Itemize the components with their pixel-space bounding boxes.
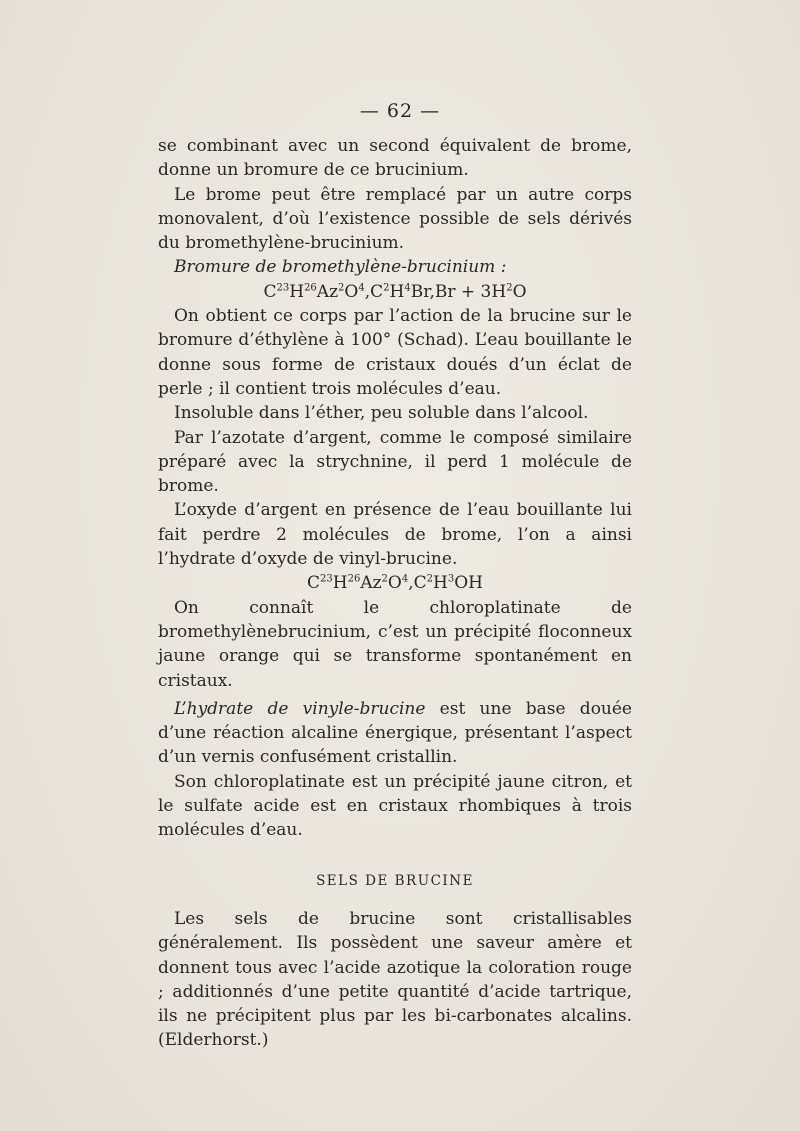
paragraph-9: Son chloroplatinate est un précipité jaune citron, et le sulfate acide est en cristaux rhombiques à trois molécules d’eau.	[158, 771, 632, 841]
formula-bromure: $C^{23}H^{26}Az^2O^4,C^2H^4Br,Br + 3H^2O$	[263, 281, 527, 302]
paragraph-2: Le brome peut être remplacé par un autre corps monovalent, d’où l’existence possible de sels dérivés du bromethylène-brucinium.	[158, 184, 632, 254]
paragraph-3: On obtient ce corps par l’action de la brucine sur le bromure d’éthylène à 100° (Schad). L’eau bouillante le donne sous forme de cristaux doués d’un éclat de perle ; il contient trois molécules d’eau.	[158, 306, 632, 399]
heading-bromure: Bromure de bromethylène-brucinium :	[174, 257, 507, 278]
paragraph-1: se combinant avec un second équivalent de brome, donne un bromure de ce brucinium.	[158, 136, 632, 181]
section-title: SELS DE BRUCINE	[316, 872, 474, 889]
paragraph-7: On connaît le chloroplatinate de bromethylènebrucinium, c’est un précipité floconneux jaune orange qui se transforme spontanément en cristaux.	[158, 597, 632, 691]
paragraph-6: L’oxyde d’argent en présence de l’eau bouillante lui fait perdre 2 molécules de brome, l’on a ainsi l’hydrate d’oxyde de vinyl-brucine.	[158, 500, 632, 570]
hydrate-term: L’hydrate de vinyle-brucine	[174, 698, 426, 719]
paragraph-5: Par l’azotate d’argent, comme le composé similaire préparé avec la strychnine, il perd 1 molécule de brome.	[158, 427, 632, 497]
paragraph-4: Insoluble dans l’éther, peu soluble dans l’alcool.	[174, 403, 589, 424]
page-number: — 62 —	[359, 100, 441, 122]
paragraph-10: Les sels de brucine sont cristallisables généralement. Ils possèdent une saveur amère et donnent tous avec l’acide azotique la coloration rouge ; additionnés d’une petite quantité d’acide tartrique, ils ne précipitent plus par les bi-carbonates alcalins. (Elderhorst.)	[158, 908, 632, 1051]
body-text	[158, 134, 632, 1053]
paragraph-8: L’hydrate de vinyle-brucine est une base douée d’une réaction alcaline énergique, présentant l’aspect d’un vernis confusément cristallin.	[158, 698, 632, 768]
formula-hydrate: $C^{23}H^{26}Az^2O^4,C^2H^3OH$	[307, 573, 483, 594]
